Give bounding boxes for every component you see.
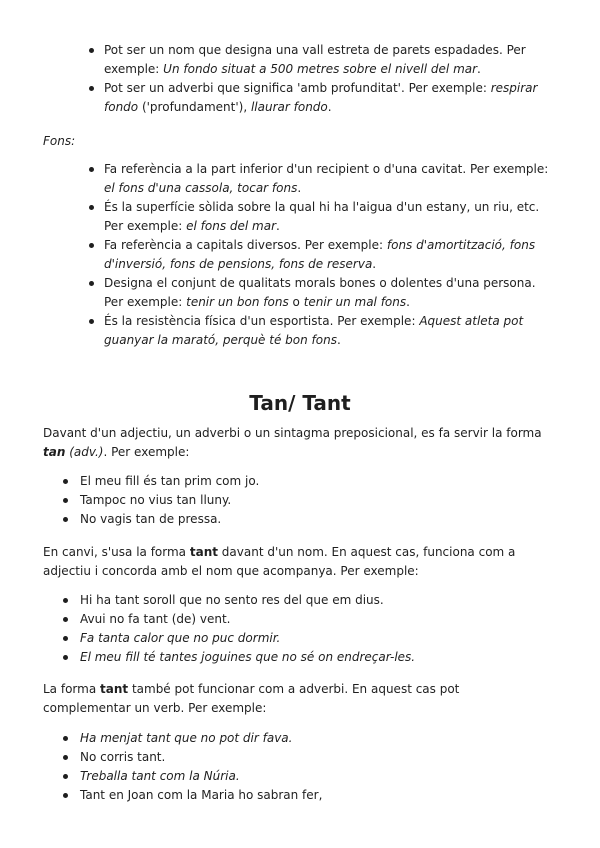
list-item: Fa tanta calor que no puc dormir. [80,629,540,648]
list-item [104,79,554,117]
item-punct: . [297,181,302,195]
item-punct: . [336,333,341,347]
list-item [104,274,554,312]
item-text: És la superfície sòlida sobre la qual hi ha l'aigua d'un estany, un riu, etc. Per exemple: [104,200,540,233]
fondo-meanings-list [104,41,554,117]
item-punct: . [276,219,280,233]
list-item [104,312,554,350]
item-text: Fa referència a capitals diversos. Per exemple: [104,238,387,252]
section-title: Tan/ Tant [249,391,351,415]
item-example: el fons d'una cassola, tocar fons [104,181,298,195]
list-item: Avui no fa tant (de) vent. [80,610,540,629]
para-text-end: davant d'un nom. En aquest cas, funciona com a adjectiu i concorda amb el nom que acompanya. Per exemple: [43,545,516,578]
fons-meanings-list [104,160,554,350]
fons-label: Fons: [43,134,76,148]
item-example: Un fondo situat a 500 metres sobre el nivell del mar [163,62,478,76]
para-text-end: . Per exemple: [103,445,190,459]
para-keyword: tant [100,682,129,696]
para-text: La forma [43,682,100,696]
item-example-2: tenir un mal fons [303,295,407,309]
list-item: El meu fill és tan prim com jo. [80,472,540,491]
item-example: el fons del mar [186,219,277,233]
item-example: tenir un bon fons [186,295,289,309]
item-example: fons d'amortització, fons d'inversió, fons de pensions, fons de reserva [104,238,536,271]
item-example-2: llaurar fondo [250,100,328,114]
list-item [104,198,554,236]
list-item [104,236,554,274]
item-text: És la resistència física d'un esportista. Per exemple: [104,314,420,328]
list-item: Tant en Joan com la Maria ho sabran fer, [80,786,540,805]
list-item [104,41,554,79]
para-keyword: tant [189,545,218,559]
item-punct: . [327,100,332,114]
para-text: En canvi, s'usa la forma [43,545,190,559]
item-text: Designa el conjunt de qualitats morals bones o dolentes d'una persona. Per exemple: [104,276,536,309]
item-text: Fa referència a la part inferior d'un recipient o d'una cavitat. Per exemple: [104,162,549,176]
list-item: No vagis tan de pressa. [80,510,540,529]
list-item: No corris tant. [80,748,540,767]
list-item [104,160,554,198]
item-example: respirar fondo [104,81,538,114]
item-example: Aquest atleta pot guanyar la marató, perquè té bon fons [104,314,524,347]
para-keyword: tan [43,445,66,459]
para-abbrev: (adv.) [65,445,104,459]
item-text: Pot ser un adverbi que significa 'amb profunditat'. Per exemple: [104,81,491,95]
item-punct: . [372,257,377,271]
item-punct: . [406,295,410,309]
item-middle: o [288,295,304,309]
list-item: El meu fill té tantes joguines que no sé on endreçar-les. [80,648,540,667]
tan-examples-list [80,472,540,529]
tan-paragraph [43,424,543,462]
tant-adjective-examples-list [80,591,540,667]
tant-adverb-examples-list [80,729,540,805]
item-middle: ('profundament'), [138,100,251,114]
para-text-end: també pot funcionar com a adverbi. En aquest cas pot complementar un verb. Per exemple: [43,682,460,715]
list-item: Tampoc no vius tan lluny. [80,491,540,510]
list-item: Hi ha tant soroll que no sento res del que em dius. [80,591,540,610]
item-punct: . [477,62,481,76]
tant-adjective-paragraph [43,543,543,581]
item-text: Pot ser un nom que designa una vall estreta de parets espadades. Per exemple: [104,43,526,76]
para-text: Davant d'un adjectiu, un adverbi o un sintagma preposicional, es fa servir la forma [43,426,542,440]
list-item: Ha menjat tant que no pot dir fava. [80,729,540,748]
list-item: Treballa tant com la Núria. [80,767,540,786]
tant-adverb-paragraph [43,680,543,718]
